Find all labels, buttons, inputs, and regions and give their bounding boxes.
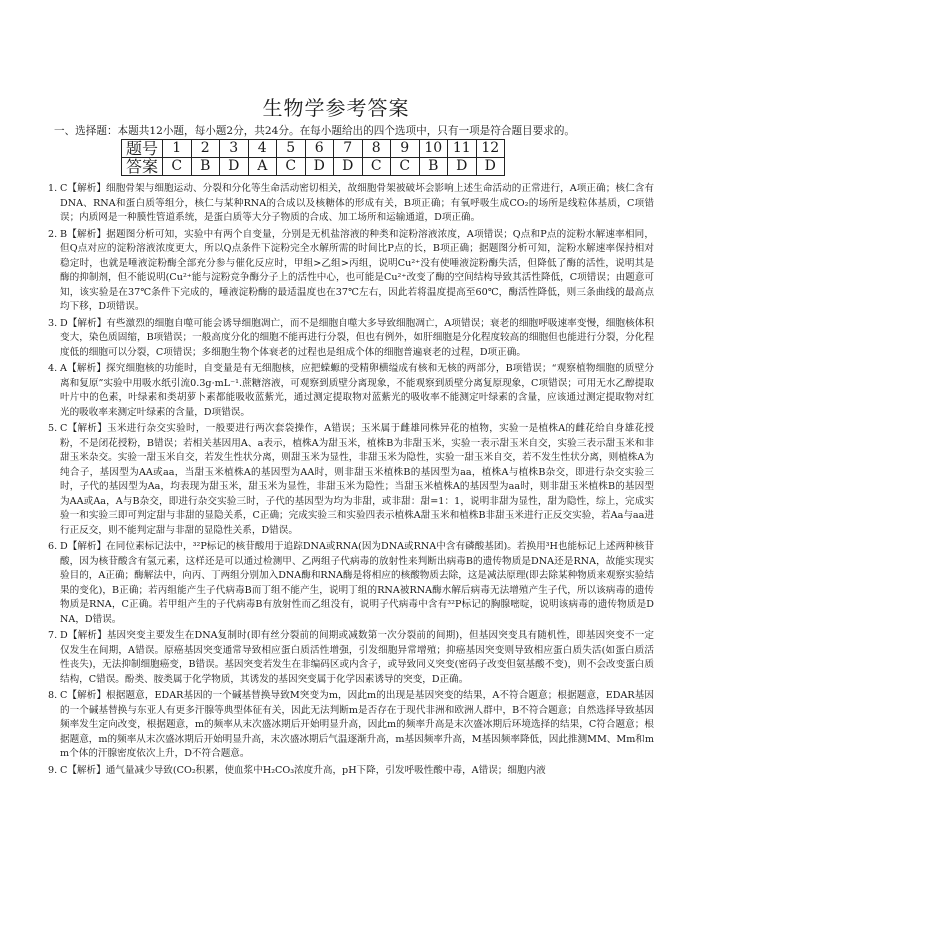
explanation-item — [48, 362, 654, 420]
answer-cell: D — [334, 158, 363, 176]
question-number: 6 — [305, 140, 334, 158]
item-text: D【解析】基因突变主要发生在DNA复制时(即有丝分裂前的间期或减数第一次分裂前的间期)，但基因突变具有随机性，即基因突变不一定仅发生在间期，A错误。原癌基因突变通常导致相应蛋白质活性增强，引发细胞异常增殖；抑癌基因突变则导致相应蛋白质失活(如蛋白质活性丧失)，无法抑制细胞癌变，B错误。基因突变若发生在非编码区或内含子，或导致同义突变(密码子改变但氨基酸不变)，则不会改变蛋白质结构，C错误。酚类、胺类属于化学物质，其诱发的基因突变属于化学因素诱导的突变，D正确。 — [60, 630, 654, 685]
answer-table-number-row — [122, 140, 505, 158]
item-number: 8. — [48, 690, 58, 701]
item-number: 1. — [48, 183, 58, 194]
answer-cell: D — [305, 158, 334, 176]
item-number: 5. — [48, 423, 58, 434]
answer-cell: B — [191, 158, 220, 176]
item-number: 6. — [48, 541, 58, 552]
answer-table — [121, 139, 505, 176]
answer-cell: C — [362, 158, 391, 176]
item-text: C【解析】细胞骨架与细胞运动、分裂和分化等生命活动密切相关，故细胞骨架被破坏会影响上述生命活动的正常进行，A项正确；核仁含有DNA、RNA和蛋白质等组分，核仁与某种RNA的合成以及核糖体的形成有关，B项正确；有氧呼吸生成CO₂的场所是线粒体基质，C项错误；内质网是一种膜性管道系统，是蛋白质等大分子物质的合成、加工场所和运输通道，D项正确。 — [60, 183, 654, 223]
answer-cell: C — [277, 158, 306, 176]
item-number: 2. — [48, 228, 58, 240]
answer-cell: C — [163, 158, 192, 176]
number-row-label: 题号 — [122, 140, 163, 158]
answer-cell: B — [419, 158, 448, 176]
question-number: 10 — [419, 140, 448, 158]
item-number: 4. — [48, 363, 58, 374]
item-number: 7. — [48, 630, 58, 641]
answer-cell: D — [220, 158, 249, 176]
page-title: 生物学参考答案 — [262, 96, 410, 120]
item-number: 9. — [48, 764, 58, 776]
explanation-item — [48, 689, 654, 762]
explanation-item — [48, 317, 654, 361]
section-intro: 一、选择题：本题共12小题，每小题2分，共24分。在每小题给出的四个选项中，只有一项是符合题目要求的。 — [54, 125, 576, 137]
explanation-list — [48, 182, 654, 780]
answer-cell: D — [448, 158, 477, 176]
answer-cell: A — [248, 158, 277, 176]
item-text: B【解析】据题图分析可知，实验中有两个自变量，分别是无机盐溶液的种类和淀粉溶液浓度，A项错误；Q点和P点的淀粉水解速率相同，但Q点对应的淀粉溶液浓度更大，所以Q点条件下淀粉完全水解所需的时间比P点的长，B项正确；据题图分析可知，淀粉水解速率保持相对稳定时，也就是唾液淀粉酶全部充分参与催化反应时，甲组>乙组>丙组，说明Cu²⁺没有使唾液淀粉酶失活，但降低了酶的活性，说明其是酶的抑制剂，但不能说明(Cu²⁺能与淀粉竞争酶分子上的活性中心，也可能是Cu²⁺改变了酶的空间结构导致其活性降低，C项错误；由题意可知，该实验是在37℃条件下完成的，唾液淀粉酶的最适温度也在37℃左右，因此若将温度提高至60℃，酶活性降低，则三条曲线的最高点均下移，D项错误。 — [60, 228, 654, 312]
question-number: 4 — [248, 140, 277, 158]
question-number: 3 — [220, 140, 249, 158]
explanation-item — [48, 764, 654, 779]
item-text: D【解析】在同位素标记法中，³²P标记的核苷酸用于追踪DNA或RNA(因为DNA或RNA中含有磷酸基团)。若换用³H也能标记上述两种核苷酸，因为核苷酸含有氢元素，这样还是可以通过检测甲、乙两组子代病毒的放射性来判断出病毒B的遗传物质是DNA还是RNA，故能实现实验目的，A正确；酶解法中，向丙、丁两组分别加入DNA酶和RNA酶是将相应的核酸物质去除，这是减法原理(即去除某种物质来观察实验结果的变化)，B正确；若丙组能产生子代病毒B而丁组不能产生，说明丁组的RNA被RNA酶水解后病毒无法增殖产生子代，所以该病毒的遗传物质是RNA，C正确。若甲组产生的子代病毒B有放射性而乙组没有，说明子代病毒中含有³²P标记的胸腺嘧啶，说明该病毒的遗传物质是DNA，D错误。 — [60, 541, 654, 625]
item-text: C【解析】通气量减少导致(CO₂积累，使血浆中H₂CO₃浓度升高，pH下降，引发呼吸性酸中毒，A错误；细胞内液 — [60, 764, 546, 776]
answer-row-label: 答案 — [122, 158, 163, 176]
question-number: 12 — [476, 140, 505, 158]
item-text: C【解析】玉米进行杂交实验时，一般要进行两次套袋操作，A错误；玉米属于雌雄同株异花的植物，实验一是植株A的雌花给自身雄花授粉，不是闭花授粉，B错误；若相关基因用A、a表示，植株A为甜玉米，植株B为非甜玉米，实验一表示甜玉米自交，实验三表示甜玉米和非甜玉米杂交。实验一甜玉米自交，若发生性状分离，则甜玉米为显性，非甜玉米为隐性，实验一甜玉米自交，若不发生性状分离，则植株A为纯合子，基因型为AA或aa，当甜玉米植株A的基因型为AA时，则非甜玉米植株B的基因型为aa，植株A与植株B杂交，即进行杂交实验三时，子代的基因型为Aa，均表现为甜玉米，甜玉米为显性，非甜玉米为隐性；当甜玉米植株A的基因型为aa时，则非甜玉米植株B的基因型为AA或Aa，A与B杂交，即进行杂交实验三时，子代的基因型为均为非甜，或非甜：甜=1：1，说明非甜为显性，甜为隐性，综上，完成实验一和实验三即可判定甜与非甜的显隐关系，C正确；完成实验三和实验四表示植株A甜玉米和植株B非甜玉米进行正反交实验，若Aa与aa进行正反交，则不能判定甜与非甜的显隐性关系，D错误。 — [60, 423, 654, 536]
item-text: D【解析】有些激烈的细胞自噬可能会诱导细胞凋亡，而不是细胞自噬大多导致细胞凋亡，A项错误；衰老的细胞呼吸速率变慢，细胞核体积变大，染色质固缩，B项错误；一般高度分化的细胞不能再进行分裂，但也有例外，如肝细胞是分化程度较高的细胞但也能进行分裂，分化程度低的细胞可以分裂，C项错误；多细胞生物个体衰老的过程也是组成个体的细胞普遍衰老的过程，D项正确。 — [60, 317, 654, 358]
item-number: 3. — [48, 317, 58, 329]
question-number: 11 — [448, 140, 477, 158]
explanation-item — [48, 228, 654, 315]
question-number: 8 — [362, 140, 391, 158]
answer-table-answer-row — [122, 158, 505, 176]
question-number: 7 — [334, 140, 363, 158]
explanation-item — [48, 629, 654, 687]
question-number: 5 — [277, 140, 306, 158]
item-text: C【解析】根据题意，EDAR基因的一个碱基替换导致M突变为m，因此m的出现是基因突变的结果，A不符合题意；根据题意，EDAR基因的一个碱基替换与东亚人有更多汗腺等典型体征有关，因此无法判断m是否存在于现代非洲和欧洲人群中，B不符合题意；自然选择导致基因频率发生定向改变，根据题意，m的频率从末次盛冰期后开始明显升高，因此m的频率升高是末次盛冰期后环境选择的结果，C符合题意；根据题意，m的频率从末次盛冰期后开始明显升高，末次盛冰期后气温逐渐升高，m基因频率升高，M基因频率降低，因此推测MM、Mm和mm个体的汗腺密度依次上升，D不符合题意。 — [60, 690, 654, 759]
answer-cell: C — [391, 158, 420, 176]
answer-cell: D — [476, 158, 505, 176]
explanation-item — [48, 540, 654, 627]
explanation-item — [48, 422, 654, 538]
question-number: 9 — [391, 140, 420, 158]
explanation-item — [48, 182, 654, 226]
question-number: 2 — [191, 140, 220, 158]
item-text: A【解析】探究细胞核的功能时，自变量是有无细胞核，应把蝾螈的受精卵横缢成有核和无核的两部分，B项错误；“观察植物细胞的质壁分离和复原”实验中用吸水纸引流0.3g·mL⁻¹.蔗糖溶液，可观察到质壁分离现象，不能观察到质壁分离复原现象，C项错误；可用无水乙醇提取叶片中的色素，叶绿素和类胡萝卜素都能吸收蓝紫光，通过测定提取物对蓝紫光的吸收率不能测定叶绿素的含量，应该通过测定提取物对红光的吸收率来测定叶绿素的含量，D项错误。 — [60, 363, 654, 418]
question-number: 1 — [163, 140, 192, 158]
